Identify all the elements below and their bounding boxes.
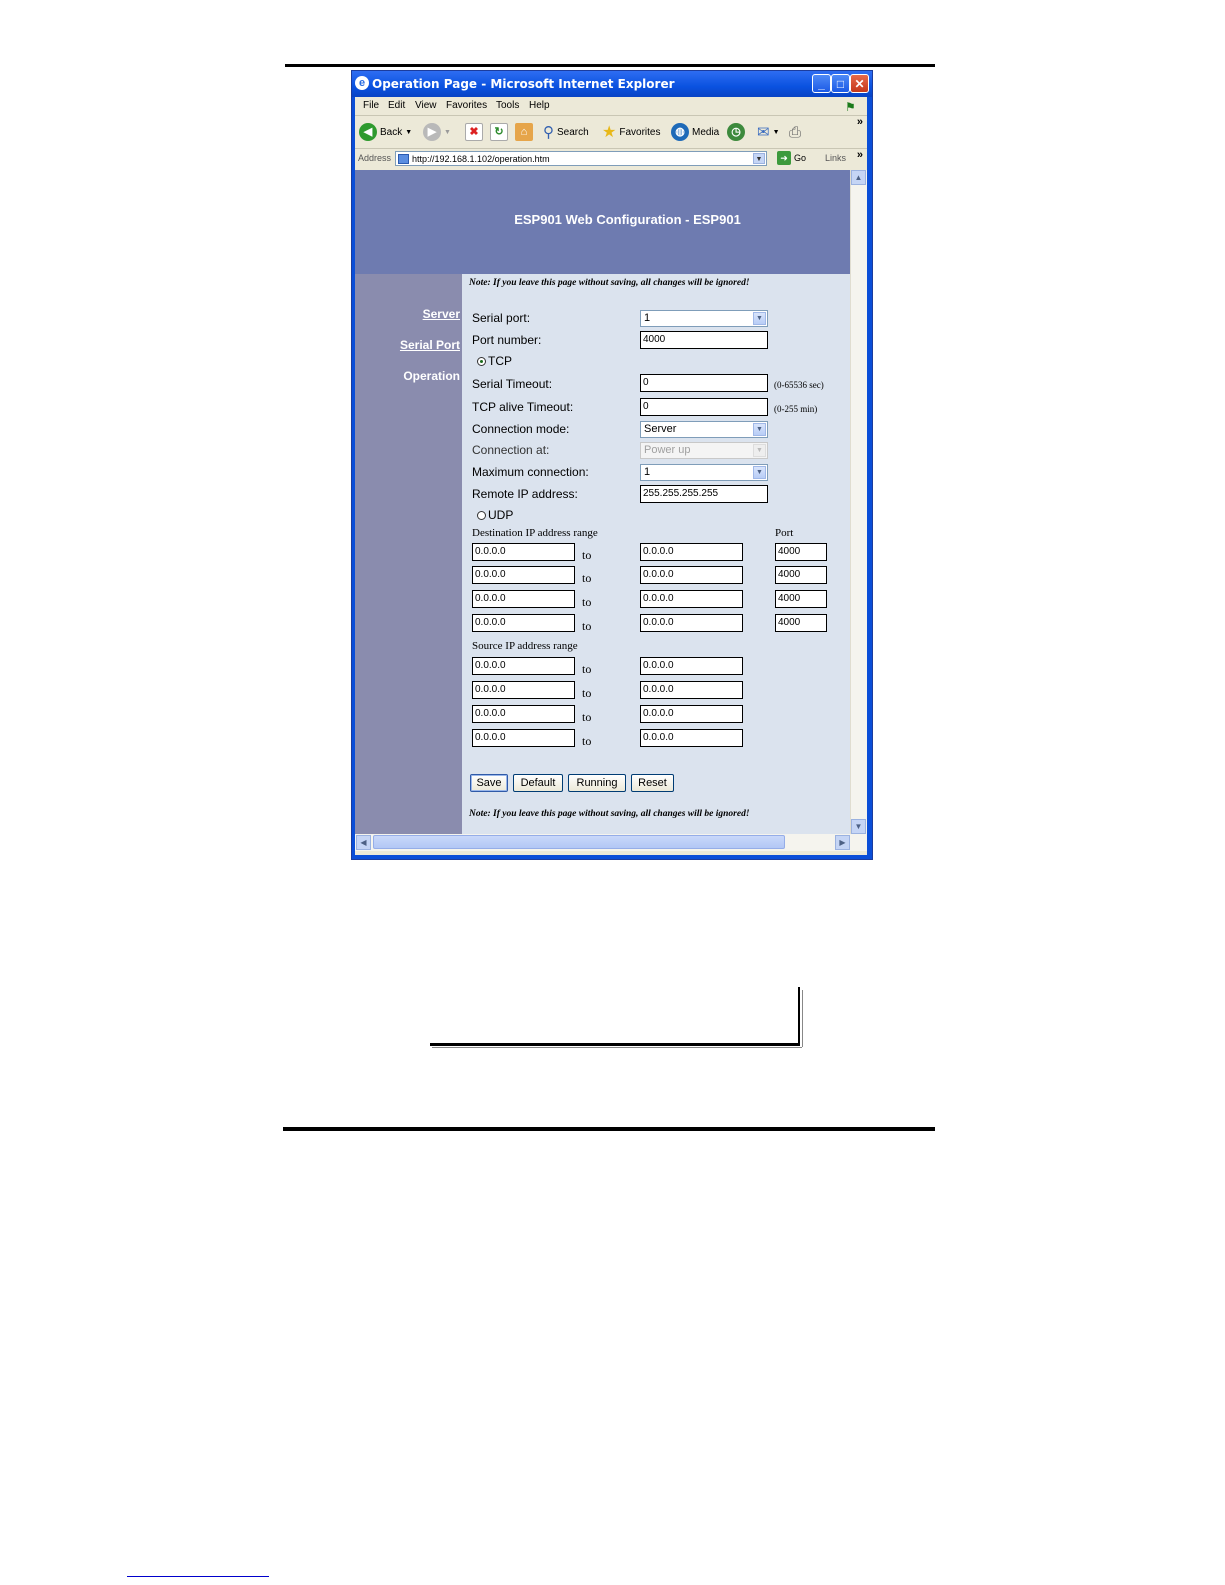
menu-edit[interactable]: Edit (388, 100, 406, 111)
page-banner (355, 170, 850, 274)
to-label: to (582, 710, 592, 724)
star-icon: ★ (602, 124, 617, 141)
serial-port-select[interactable] (640, 310, 768, 327)
refresh-button[interactable] (490, 122, 508, 142)
tcp-label: TCP (488, 354, 512, 368)
port-number-label: Port number: (472, 333, 542, 347)
top-rule (285, 64, 935, 67)
dest-to-input-1[interactable]: 0.0.0.0 (640, 543, 743, 561)
running-button[interactable]: Running (568, 774, 626, 792)
page-icon (398, 154, 409, 164)
src-to-input-3[interactable]: 0.0.0.0 (640, 705, 743, 723)
footnote-rule (127, 1576, 269, 1577)
to-label: to (582, 548, 592, 562)
max-connection-select[interactable] (640, 464, 768, 481)
to-label: to (582, 686, 592, 700)
back-arrow-icon: ◀ (359, 123, 377, 141)
port-column-label: Port (775, 527, 794, 539)
warning-note-bottom: Note: If you leave this page without saving, all changes will be ignored! (469, 809, 750, 819)
radio-selected-icon (477, 357, 486, 366)
serial-timeout-input[interactable]: 0 (640, 374, 768, 392)
connection-mode-label: Connection mode: (472, 422, 570, 436)
page-viewport (355, 170, 850, 834)
dest-port-input-4[interactable]: 4000 (775, 614, 827, 632)
media-label: Media (692, 126, 720, 138)
media-globe-icon: ◍ (671, 123, 689, 141)
go-button[interactable] (777, 151, 806, 165)
history-button[interactable] (727, 122, 745, 142)
empty-frame-shadow-bottom (432, 1047, 802, 1048)
page-title: ESP901 Web Configuration - ESP901 (514, 212, 741, 227)
ie-window (351, 70, 873, 860)
chevron-down-icon: ▼ (753, 444, 766, 457)
src-to-input-1[interactable]: 0.0.0.0 (640, 657, 743, 675)
menu-bar (355, 97, 867, 116)
destination-range-label: Destination IP address range (472, 527, 598, 539)
dest-to-input-3[interactable]: 0.0.0.0 (640, 590, 743, 608)
src-from-input-1[interactable]: 0.0.0.0 (472, 657, 575, 675)
home-button[interactable] (515, 122, 533, 142)
go-arrow-icon: ➜ (777, 151, 791, 165)
left-nav (355, 274, 462, 834)
history-icon: ◷ (727, 123, 745, 141)
src-to-input-2[interactable]: 0.0.0.0 (640, 681, 743, 699)
scroll-down-icon[interactable]: ▼ (851, 819, 866, 834)
tcp-alive-hint: (0-255 min) (774, 404, 818, 414)
to-label: to (582, 595, 592, 609)
serial-timeout-hint: (0-65536 sec) (774, 380, 824, 390)
toolbar-overflow-icon[interactable]: » (856, 116, 863, 128)
address-input[interactable] (395, 151, 767, 166)
reset-button[interactable]: Reset (631, 774, 674, 792)
search-label: Search (557, 126, 589, 138)
scroll-thumb[interactable] (373, 835, 785, 849)
dest-from-input-2[interactable]: 0.0.0.0 (472, 566, 575, 584)
scroll-left-icon[interactable]: ◀ (356, 835, 371, 850)
menu-help[interactable]: Help (529, 100, 550, 111)
address-bar (355, 149, 867, 169)
windows-flag-icon: ⚑ (845, 100, 856, 114)
chevron-down-icon: ▼ (753, 312, 766, 325)
connection-mode-value: Server (644, 423, 677, 435)
maximize-button[interactable]: □ (831, 74, 850, 93)
to-label: to (582, 662, 592, 676)
connection-at-select (640, 442, 768, 459)
favorites-label: Favorites (619, 126, 661, 138)
dest-to-input-4[interactable]: 0.0.0.0 (640, 614, 743, 632)
forward-arrow-icon: ▶ (423, 123, 441, 141)
stop-button[interactable] (465, 122, 483, 142)
vertical-scrollbar[interactable] (850, 170, 867, 834)
horizontal-scrollbar[interactable] (355, 834, 867, 851)
nav-item-operation: Operation (403, 369, 460, 383)
port-number-input[interactable]: 4000 (640, 331, 768, 349)
to-label: to (582, 571, 592, 585)
minimize-button[interactable]: _ (812, 74, 831, 93)
printer-icon: ⎙ (789, 123, 802, 141)
to-label: to (582, 619, 592, 633)
media-button[interactable] (671, 122, 719, 142)
chevron-down-icon: ▼ (405, 128, 413, 136)
menu-file[interactable]: File (363, 100, 380, 111)
serial-timeout-label: Serial Timeout: (472, 377, 553, 391)
dest-port-input-1[interactable]: 4000 (775, 543, 827, 561)
mail-button[interactable] (757, 122, 780, 142)
warning-note-top: Note: If you leave this page without saving, all changes will be ignored! (469, 278, 750, 288)
src-from-input-4[interactable]: 0.0.0.0 (472, 729, 575, 747)
tcp-radio[interactable] (477, 354, 512, 368)
favorites-button[interactable] (602, 122, 660, 142)
serial-port-value: 1 (644, 312, 651, 324)
title-bar (352, 71, 872, 97)
bottom-rule (283, 1127, 935, 1131)
max-connection-label: Maximum connection: (472, 465, 589, 479)
toolbar (355, 116, 867, 149)
scroll-up-icon[interactable]: ▲ (851, 170, 866, 185)
menu-favorites[interactable]: Favorites (446, 100, 488, 111)
dest-port-input-3[interactable]: 4000 (775, 590, 827, 608)
links-overflow-icon[interactable]: » (856, 149, 863, 161)
connection-at-value: Power up (644, 444, 691, 456)
empty-frame-bottom (430, 1043, 800, 1046)
ie-logo-icon: e (355, 76, 369, 90)
back-button[interactable] (359, 122, 412, 142)
empty-frame-shadow-right (802, 990, 803, 1047)
forward-button[interactable] (423, 122, 451, 142)
udp-radio[interactable] (477, 508, 513, 522)
src-from-input-3[interactable]: 0.0.0.0 (472, 705, 575, 723)
chevron-down-icon: ▼ (444, 128, 451, 136)
serial-port-label: Serial port: (472, 311, 531, 325)
search-button[interactable] (543, 122, 589, 142)
to-label: to (582, 734, 592, 748)
menu-view[interactable]: View (415, 100, 437, 111)
nav-link-serial-port[interactable]: Serial Port (399, 338, 460, 352)
print-button[interactable] (789, 122, 801, 142)
empty-frame-right (798, 987, 800, 1044)
back-label: Back (380, 126, 403, 138)
dest-to-input-2[interactable]: 0.0.0.0 (640, 566, 743, 584)
chevron-down-icon: ▼ (753, 466, 766, 479)
tcp-alive-label: TCP alive Timeout: (472, 400, 574, 414)
search-icon: ⚲ (543, 124, 554, 141)
dest-from-input-4[interactable]: 0.0.0.0 (472, 614, 575, 632)
remote-ip-label: Remote IP address: (472, 487, 578, 501)
refresh-icon: ↻ (490, 123, 508, 141)
remote-ip-input[interactable]: 255.255.255.255 (640, 485, 768, 503)
connection-at-label: Connection at: (472, 443, 550, 457)
dest-from-input-3[interactable]: 0.0.0.0 (472, 590, 575, 608)
tcp-alive-input[interactable]: 0 (640, 398, 768, 416)
save-button[interactable]: Save (470, 774, 508, 792)
address-dropdown-icon[interactable]: ▼ (753, 153, 765, 164)
source-range-label: Source IP address range (472, 640, 578, 652)
max-connection-value: 1 (644, 466, 651, 478)
window-title: Operation Page - Microsoft Internet Explorer (372, 77, 675, 91)
links-label[interactable]: Links (825, 153, 847, 163)
connection-mode-select[interactable] (640, 421, 768, 438)
src-to-input-4[interactable]: 0.0.0.0 (640, 729, 743, 747)
operation-form (462, 274, 850, 834)
udp-label: UDP (488, 508, 514, 522)
home-icon: ⌂ (515, 123, 533, 141)
radio-unselected-icon (477, 511, 486, 520)
menu-tools[interactable]: Tools (496, 100, 520, 111)
address-url: http://192.168.1.102/operation.htm (412, 154, 550, 164)
browser-chrome (355, 97, 867, 855)
src-from-input-2[interactable]: 0.0.0.0 (472, 681, 575, 699)
mail-icon: ✉ (757, 124, 770, 141)
chevron-down-icon: ▼ (753, 423, 766, 436)
scroll-right-icon[interactable]: ▶ (835, 835, 850, 850)
dest-from-input-1[interactable]: 0.0.0.0 (472, 543, 575, 561)
address-label: Address (358, 153, 392, 163)
dest-port-input-2[interactable]: 4000 (775, 566, 827, 584)
default-button[interactable]: Default (513, 774, 563, 792)
chevron-down-icon: ▼ (772, 128, 780, 136)
close-button[interactable]: ✕ (850, 74, 869, 93)
stop-icon: ✖ (465, 123, 483, 141)
go-label: Go (794, 153, 807, 163)
nav-link-server[interactable]: Server (422, 307, 460, 321)
